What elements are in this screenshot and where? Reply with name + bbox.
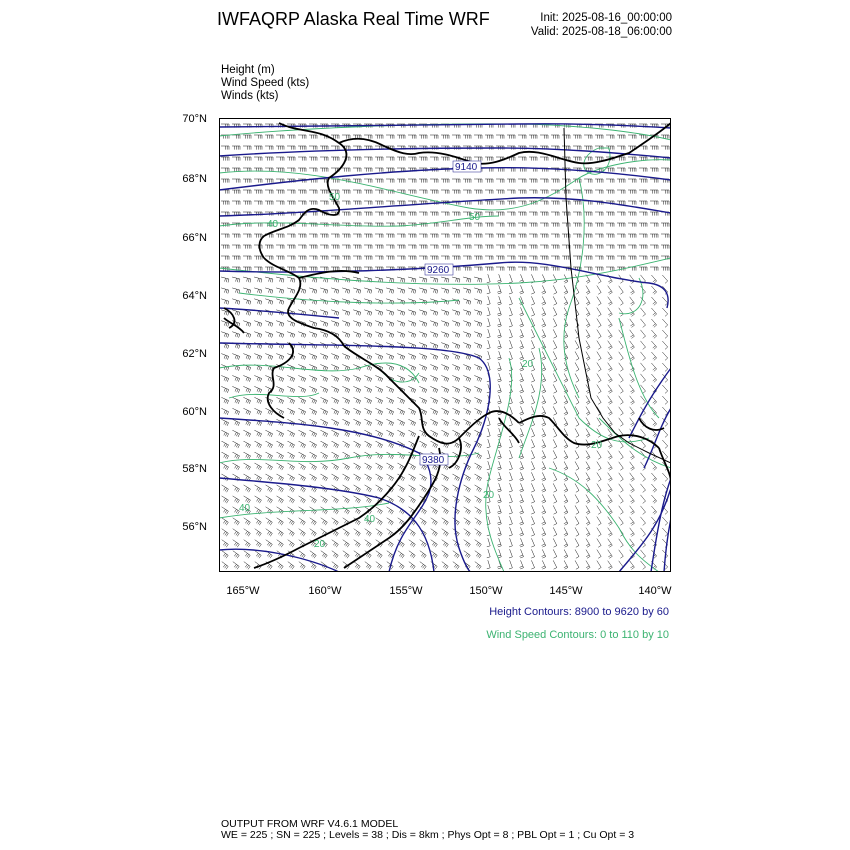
wind-label: 20 — [483, 490, 495, 501]
height-label: 9380 — [422, 455, 445, 466]
lon-label: 140°W — [638, 585, 672, 597]
wind-label: 20 — [591, 440, 603, 451]
lat-label: 66°N — [182, 232, 207, 244]
wind-contours-legend: Wind Speed Contours: 0 to 110 by 10 — [486, 629, 669, 641]
lat-label: 60°N — [182, 406, 207, 418]
wind-label: 40 — [267, 219, 279, 230]
map-title: IWFAQRP Alaska Real Time WRF — [217, 9, 490, 29]
field-label-height: Height (m) — [221, 64, 275, 76]
lon-label: 165°W — [226, 585, 260, 597]
wind-label: 20 — [314, 539, 326, 550]
model-config: WE = 225 ; SN = 225 ; Levels = 38 ; Dis = 8km ; Phys Opt = 8 ; PBL Opt = 1 ; Cu Opt = 3 — [221, 829, 635, 841]
map-panel — [219, 118, 671, 572]
wind-label: 40 — [364, 514, 376, 525]
lat-label: 58°N — [182, 463, 207, 475]
lon-label: 155°W — [389, 585, 423, 597]
valid-time: Valid: 2025-08-18_06:00:00 — [530, 26, 672, 38]
lat-label: 56°N — [182, 521, 207, 533]
lat-label: 70°N — [182, 113, 207, 125]
model-info: OUTPUT FROM WRF V4.6.1 MODEL — [221, 818, 399, 830]
lat-label: 68°N — [182, 173, 207, 185]
height-label: 9140 — [455, 162, 478, 173]
wind-label: 50 — [469, 212, 481, 223]
height-contours-legend: Height Contours: 8900 to 9620 by 60 — [489, 606, 669, 618]
lon-label: 150°W — [469, 585, 503, 597]
wind-label: 50 — [329, 192, 341, 203]
wind-label: 40 — [239, 503, 251, 514]
height-label: 9260 — [427, 265, 450, 276]
wind-label: 20 — [522, 359, 534, 370]
init-time: Init: 2025-08-16_00:00:00 — [540, 12, 672, 24]
field-label-winds: Winds (kts) — [221, 90, 279, 102]
lon-label: 160°W — [308, 585, 342, 597]
lon-label: 145°W — [549, 585, 583, 597]
field-label-wind-speed: Wind Speed (kts) — [221, 77, 310, 89]
lat-label: 64°N — [182, 290, 207, 302]
lat-label: 62°N — [182, 348, 207, 360]
